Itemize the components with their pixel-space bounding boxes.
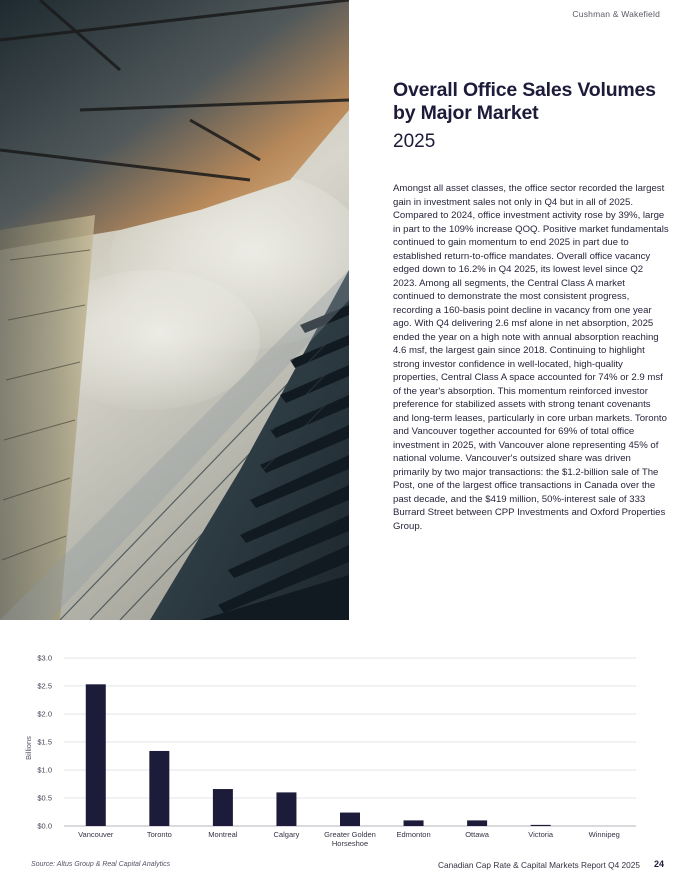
section-title: Overall Office Sales Volumes by Major Market xyxy=(393,79,656,124)
page-number: 24 xyxy=(653,859,664,869)
y-tick-label: $2.0 xyxy=(37,709,52,719)
brand-name: Cushman & Wakefield xyxy=(572,9,660,19)
y-tick-label: $3.0 xyxy=(37,653,52,663)
x-tick-label: Calgary xyxy=(273,830,300,839)
y-tick-label: $0.0 xyxy=(37,821,52,831)
bar-montreal xyxy=(213,789,233,826)
x-tick-label: Toronto xyxy=(146,830,172,839)
bar-edmonton xyxy=(404,820,424,826)
office-sales-bar-chart xyxy=(0,648,674,853)
y-axis-label: Billions xyxy=(24,736,33,760)
x-tick-label: Ottawa xyxy=(465,830,489,839)
report-title: Canadian Cap Rate & Capital Markets Report Q4 2025 xyxy=(437,860,640,870)
bar-calgary xyxy=(276,792,296,826)
bar-greater-golden-horseshoe xyxy=(340,813,360,826)
x-tick-label: Vancouver xyxy=(78,830,114,839)
chart-source: Source: Altus Group & Real Capital Analytics xyxy=(31,861,171,868)
x-tick-label: Greater Golden xyxy=(324,830,376,839)
x-tick-label: Montreal xyxy=(208,830,238,839)
y-tick-label: $1.0 xyxy=(37,765,52,775)
building-photo xyxy=(0,0,349,620)
x-tick-label: Victoria xyxy=(528,830,554,839)
x-tick-label: Edmonton xyxy=(396,830,431,839)
x-tick-label: Winnipeg xyxy=(588,830,620,839)
y-tick-label: $0.5 xyxy=(37,793,52,803)
bar-toronto xyxy=(149,751,169,826)
body-paragraph: Amongst all asset classes, the office sector recorded the largest gain in investment sales not only in Q4 but in all of 2025. Compared to 2024, office investment activity rose by 39%, large in part to the 109% increase QOQ. Positive market fundamentals continued to gain momentum to end 2025 in part due to established return-to-office mandates. Overall office vacancy edged down to 16.2% in Q4 2025, its lowest level since Q2 2023. Among all segments, the Central Class A market continued to demonstrate the most consistent progress, recording a 160-basis point decline in vacancy from one year ago. With Q4 delivering 2.6 msf alone in net absorption, 2025 ended the year on a high note with annual absorption reaching 4.6 msf, the largest gain since 2018. Continuing to highlight strong investor confidence in well-located, high-quality properties, Central Class A space accounted for 74% or 2.9 msf of the year's absorption. This momentum reinforced investor preference for stabilized assets with strong tenant covenants and long-term leases, particularly in core urban markets. Toronto and Vancouver together accounted for 69% of total office investment in 2025, with Vancouver alone representing 45% of national volume. Vancouver's outsized share was driven primarily by two major transactions: the $1.2-billion sale of The Post, one of the largest office transactions in Canada over the past decade, and the $419 million, 50%-interest sale of 333 Burrard Street between CPP Investments and Oxford Properties Group. xyxy=(393,183,669,532)
y-tick-label: $1.5 xyxy=(37,737,52,747)
bar-vancouver xyxy=(86,684,106,826)
y-tick-label: $2.5 xyxy=(37,681,52,691)
section-year: 2025 xyxy=(393,131,436,152)
bar-ottawa xyxy=(467,820,487,826)
bar-victoria xyxy=(531,825,551,826)
x-tick-label: Horseshoe xyxy=(331,839,369,848)
